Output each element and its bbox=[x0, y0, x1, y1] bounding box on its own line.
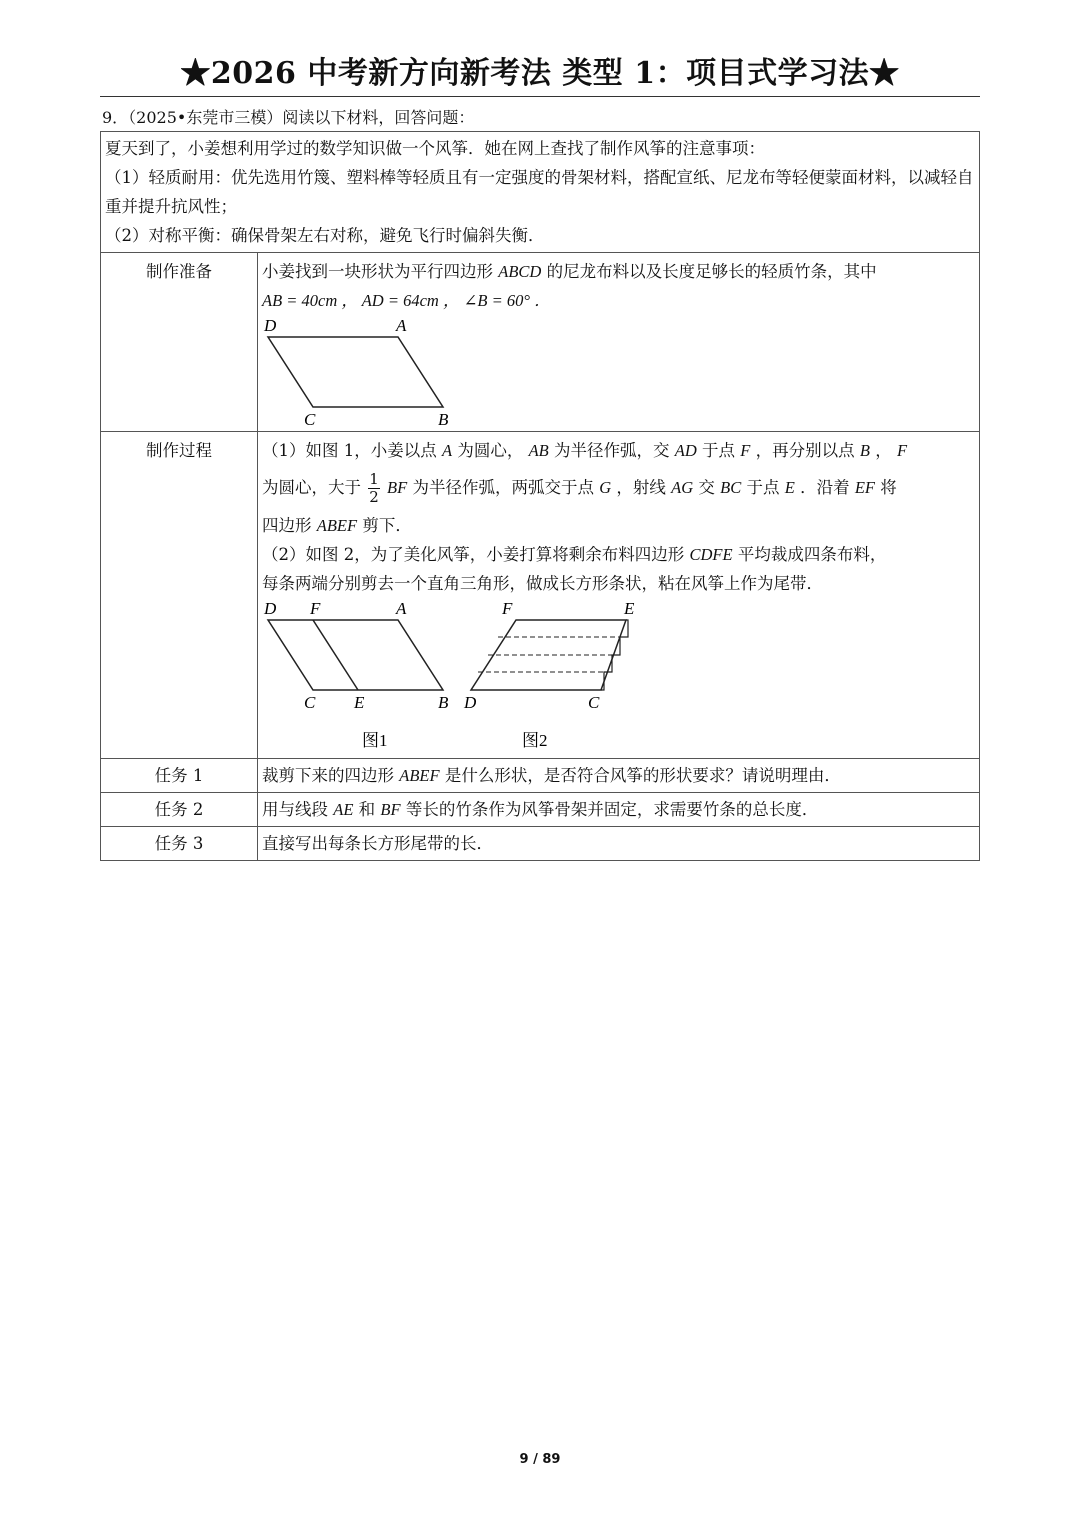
prep-label: 制作准备 bbox=[101, 253, 258, 432]
figures-1-2 bbox=[262, 598, 662, 758]
math-sym: B bbox=[859, 441, 870, 460]
task-row-3 bbox=[101, 827, 980, 861]
fraction-denominator: 2 bbox=[369, 488, 379, 506]
material-line-1: 夏天到了，小姜想利用学过的数学知识做一个风筝．她在网上查找了制作风筝的注意事项： bbox=[105, 139, 765, 158]
math-sym: AB bbox=[528, 441, 549, 460]
process-text: 剪下． bbox=[362, 516, 412, 535]
process-row bbox=[101, 432, 980, 759]
parallelogram-figure bbox=[262, 315, 462, 427]
math-sym: E bbox=[784, 478, 795, 497]
figure-1 bbox=[263, 599, 449, 750]
page-number: 9 / 89 bbox=[519, 1452, 561, 1467]
prep-sym-abcd: ABCD bbox=[498, 262, 542, 281]
fraction-numerator: 1 bbox=[369, 470, 379, 488]
math-sym: BF bbox=[380, 800, 401, 819]
process-line-4 bbox=[262, 540, 975, 569]
fig2-label-f: F bbox=[502, 599, 513, 618]
fig2-label-c: C bbox=[588, 693, 600, 712]
process-text: 交 bbox=[698, 478, 715, 497]
math-sym: F bbox=[896, 441, 908, 460]
math-sym: AG bbox=[671, 478, 694, 497]
task-text: 是什么形状，是否符合风筝的形状要求？请说明理由． bbox=[444, 766, 841, 785]
material-line-2: （1）轻质耐用：优先选用竹篾、塑料棒等轻质且有一定强度的骨架材料，搭配宣纸、尼龙布等轻便蒙面材料，以减轻自重并提升抗风性； bbox=[105, 168, 974, 216]
figure-2 bbox=[463, 599, 635, 750]
process-text: 于点 bbox=[702, 441, 736, 460]
material-line-3: （2）对称平衡：确保骨架左右对称，避免飞行时偏斜失衡． bbox=[105, 226, 545, 245]
fig1-caption: 图1 bbox=[362, 731, 388, 750]
process-text: 为半径作弧，交 bbox=[554, 441, 670, 460]
header-rule bbox=[100, 96, 980, 97]
process-text: ，再分别以点 bbox=[755, 441, 855, 460]
fig2-caption: 图2 bbox=[522, 731, 548, 750]
task-text: 和 bbox=[358, 800, 376, 819]
process-text: （1）如图 1，小姜以点 bbox=[262, 441, 437, 460]
process-text: 为半径作弧，两弧交于点 bbox=[412, 478, 594, 497]
process-text: ，射线 bbox=[616, 478, 666, 497]
math-sym: AE bbox=[333, 800, 354, 819]
prep-content bbox=[258, 253, 980, 432]
fig1-label-e: E bbox=[354, 693, 365, 712]
math-sym: EF bbox=[854, 478, 875, 497]
math-sym: AD bbox=[674, 441, 697, 460]
math-sym: A bbox=[442, 441, 453, 460]
fig-label-c: C bbox=[304, 410, 316, 427]
process-text: ．沿着 bbox=[800, 478, 850, 497]
task-1-content bbox=[258, 759, 980, 793]
process-text: 平均裁成四条布料， bbox=[737, 545, 887, 564]
process-label: 制作过程 bbox=[101, 432, 258, 759]
math-sym: G bbox=[599, 478, 612, 497]
math-sym: ABEF bbox=[399, 766, 440, 785]
math-sym: BF bbox=[387, 478, 408, 497]
task-2-content bbox=[258, 793, 980, 827]
math-sym: ABEF bbox=[316, 516, 358, 535]
prep-text bbox=[262, 257, 975, 286]
process-text: 于点 bbox=[746, 478, 780, 497]
math-sym: CDFE bbox=[689, 545, 733, 564]
process-text: ， bbox=[875, 441, 892, 460]
prep-conditions: AB = 40cm ， AD = 64cm ， ∠B = 60° ． bbox=[262, 291, 551, 310]
task-text: 用与线段 bbox=[262, 800, 328, 819]
task-3-content bbox=[258, 827, 980, 861]
fig1-label-c: C bbox=[304, 693, 316, 712]
task-2-label: 任务 2 bbox=[101, 793, 258, 827]
fig1-label-f: F bbox=[310, 599, 321, 618]
math-sym: F bbox=[740, 441, 751, 460]
task-row-2 bbox=[101, 793, 980, 827]
fig1-label-d: D bbox=[264, 599, 277, 618]
fig-label-a: A bbox=[396, 316, 407, 335]
material-row bbox=[101, 132, 980, 253]
task-text: 直接写出每条长方形尾带的长． bbox=[262, 834, 493, 853]
fig-label-d: D bbox=[264, 316, 277, 335]
process-content bbox=[258, 432, 980, 759]
prep-text-a: 小姜找到一块形状为平行四边形 bbox=[262, 262, 493, 281]
question-intro: 9．（2025•东莞市三模）阅读以下材料，回答问题： bbox=[102, 108, 475, 127]
process-text: 为圆心， bbox=[457, 441, 524, 460]
task-1-label: 任务 1 bbox=[101, 759, 258, 793]
fig1-label-b: B bbox=[438, 693, 449, 712]
fig-label-b: B bbox=[438, 410, 449, 427]
process-line-5: 每条两端分别剪去一个直角三角形，做成长方形条状，粘在风筝上作为尾带． bbox=[262, 574, 823, 593]
prep-row bbox=[101, 253, 980, 432]
fraction-half bbox=[368, 471, 380, 506]
material-cell bbox=[101, 132, 980, 253]
process-text: 将 bbox=[880, 478, 897, 497]
fig1-label-a: A bbox=[396, 599, 407, 618]
task-text: 裁剪下来的四边形 bbox=[262, 766, 394, 785]
task-text: 等长的竹条作为风筝骨架并固定，求需要竹条的总长度． bbox=[405, 800, 819, 819]
process-text: 为圆心，大于 bbox=[262, 478, 361, 497]
math-sym: BC bbox=[720, 478, 742, 497]
process-text: 四边形 bbox=[262, 516, 312, 535]
process-line-3 bbox=[262, 511, 975, 540]
task-3-label: 任务 3 bbox=[101, 827, 258, 861]
process-text: （2）如图 2，为了美化风筝，小姜打算将剩余布料四边形 bbox=[262, 545, 685, 564]
fig2-label-d: D bbox=[464, 693, 477, 712]
prep-text-b: 的尼龙布料以及长度足够长的轻质竹条，其中 bbox=[546, 262, 877, 281]
process-line-2 bbox=[262, 465, 975, 511]
page-title: ★2026 中考新方向新考法 类型 1：项目式学习法★ bbox=[180, 56, 900, 91]
fig2-label-e: E bbox=[624, 599, 635, 618]
task-table bbox=[100, 131, 980, 861]
task-row-1 bbox=[101, 759, 980, 793]
process-line-1 bbox=[262, 436, 975, 465]
